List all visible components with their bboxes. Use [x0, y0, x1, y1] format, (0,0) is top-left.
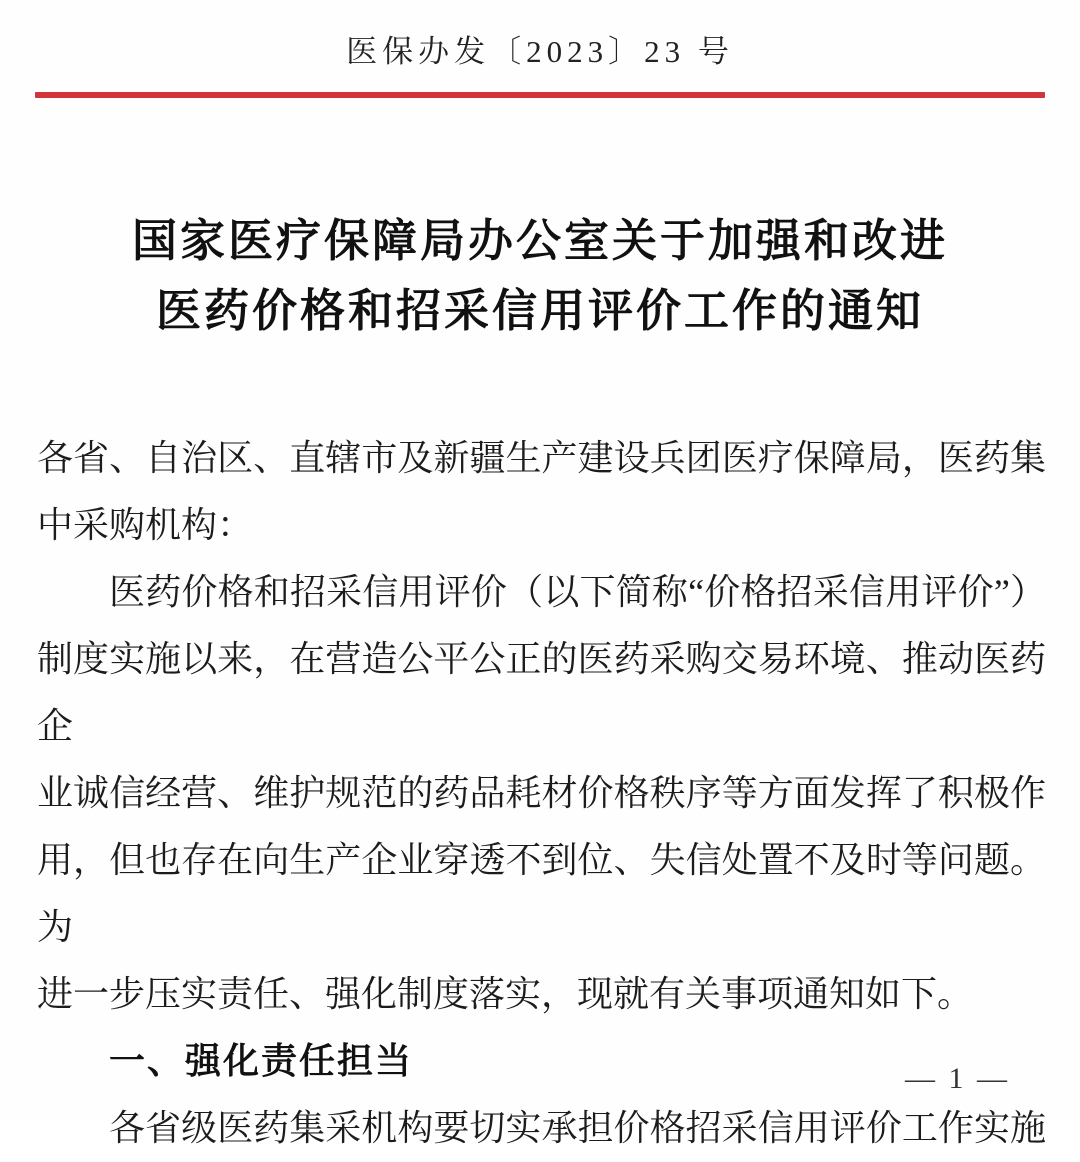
paragraph1-line-3: 业诚信经营、维护规范的药品耗材价格秩序等方面发挥了积极作	[37, 773, 1046, 813]
salutation-line-2: 中采购机构：	[37, 505, 254, 545]
title-line-2: 医药价格和招采信用评价工作的通知	[155, 286, 924, 336]
red-separator-line	[35, 92, 1045, 98]
paragraph2-line-1: 各省级医药集采机构要切实承担价格招采信用评价工作实施	[109, 1108, 1046, 1148]
section-heading: 一、强化责任担当	[109, 1041, 414, 1082]
paragraph1-line-1: 医药价格和招采信用评价（以下简称“价格招采信用评价”）	[109, 572, 1046, 612]
title-line-1: 国家医疗保障局办公室关于加强和改进	[131, 216, 948, 266]
paragraph1-line-2: 制度实施以来，在营造公平公正的医药采购交易环境、推动医药企	[37, 639, 1046, 746]
document-title	[0, 206, 1080, 346]
doc-number: 医保办发〔2023〕23 号	[346, 34, 734, 69]
paragraph1-line-5: 进一步压实责任、强化制度落实，现就有关事项通知如下。	[37, 974, 974, 1014]
page-number: — 1 —	[905, 1062, 1010, 1095]
salutation-line-1: 各省、自治区、直辖市及新疆生产建设兵团医疗保障局，医药集	[37, 438, 1046, 478]
document-body	[37, 425, 1046, 1162]
paragraph1-line-4: 用，但也存在向生产企业穿透不到位、失信处置不及时等问题。为	[37, 840, 1046, 947]
